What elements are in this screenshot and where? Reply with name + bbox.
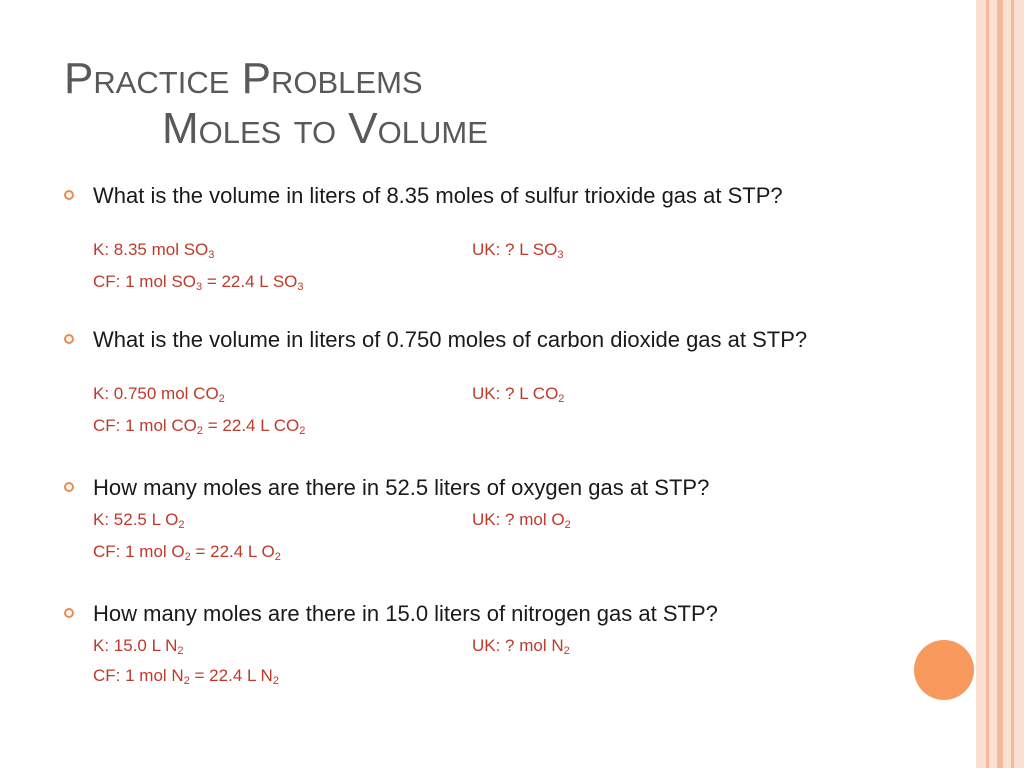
unknown-value: UK: ? mol $N_2$ [472, 636, 570, 657]
conversion-factor: CF: 1 mol $N_2 = 22.4$ L $N_2$ [93, 666, 279, 687]
decorative-stripe [997, 0, 1003, 768]
problem-question: How many moles are there in 52.5 liters of oxygen gas at STP? [93, 475, 710, 500]
decorative-stripe [1011, 0, 1014, 768]
problem-question: What is the volume in liters of 0.750 moles of carbon dioxide gas at STP? [93, 327, 808, 352]
problem-question: How many moles are there in 15.0 liters of nitrogen gas at STP? [93, 601, 718, 626]
decorative-stripe [986, 0, 989, 768]
bullet-circle-icon [64, 482, 74, 492]
conversion-factor: CF: 1 mol $CO_2 = 22.4$ L $CO_2$ [93, 416, 306, 437]
known-value: K: 15.0 L $N_2$ [93, 636, 184, 657]
bullet-circle-icon [64, 190, 74, 200]
unknown-value: UK: ? L $SO_3$ [472, 240, 564, 261]
bullet-circle-icon [64, 334, 74, 344]
slide-title-line1: Practice Problems [64, 54, 423, 103]
conversion-factor: CF: 1 mol $O_2 = 22.4$ L $O_2$ [93, 542, 281, 563]
known-value: K: 8.35 mol $SO_3$ [93, 240, 215, 261]
conversion-factor: CF: 1 mol $SO_3 = 22.4$ L $SO_3$ [93, 272, 304, 293]
unknown-value: UK: ? mol $O_2$ [472, 510, 571, 531]
bullet-circle-icon [64, 608, 74, 618]
slide-title-line2: Moles to Volume [162, 104, 488, 153]
problem-question: What is the volume in liters of 8.35 moles of sulfur trioxide gas at STP? [93, 183, 783, 208]
unknown-value: UK: ? L $CO_2$ [472, 384, 565, 405]
slide-title [64, 54, 488, 154]
known-value: K: 52.5 L $O_2$ [93, 510, 185, 531]
known-value: K: 0.750 mol $CO_2$ [93, 384, 225, 405]
decorative-circle [914, 640, 974, 700]
